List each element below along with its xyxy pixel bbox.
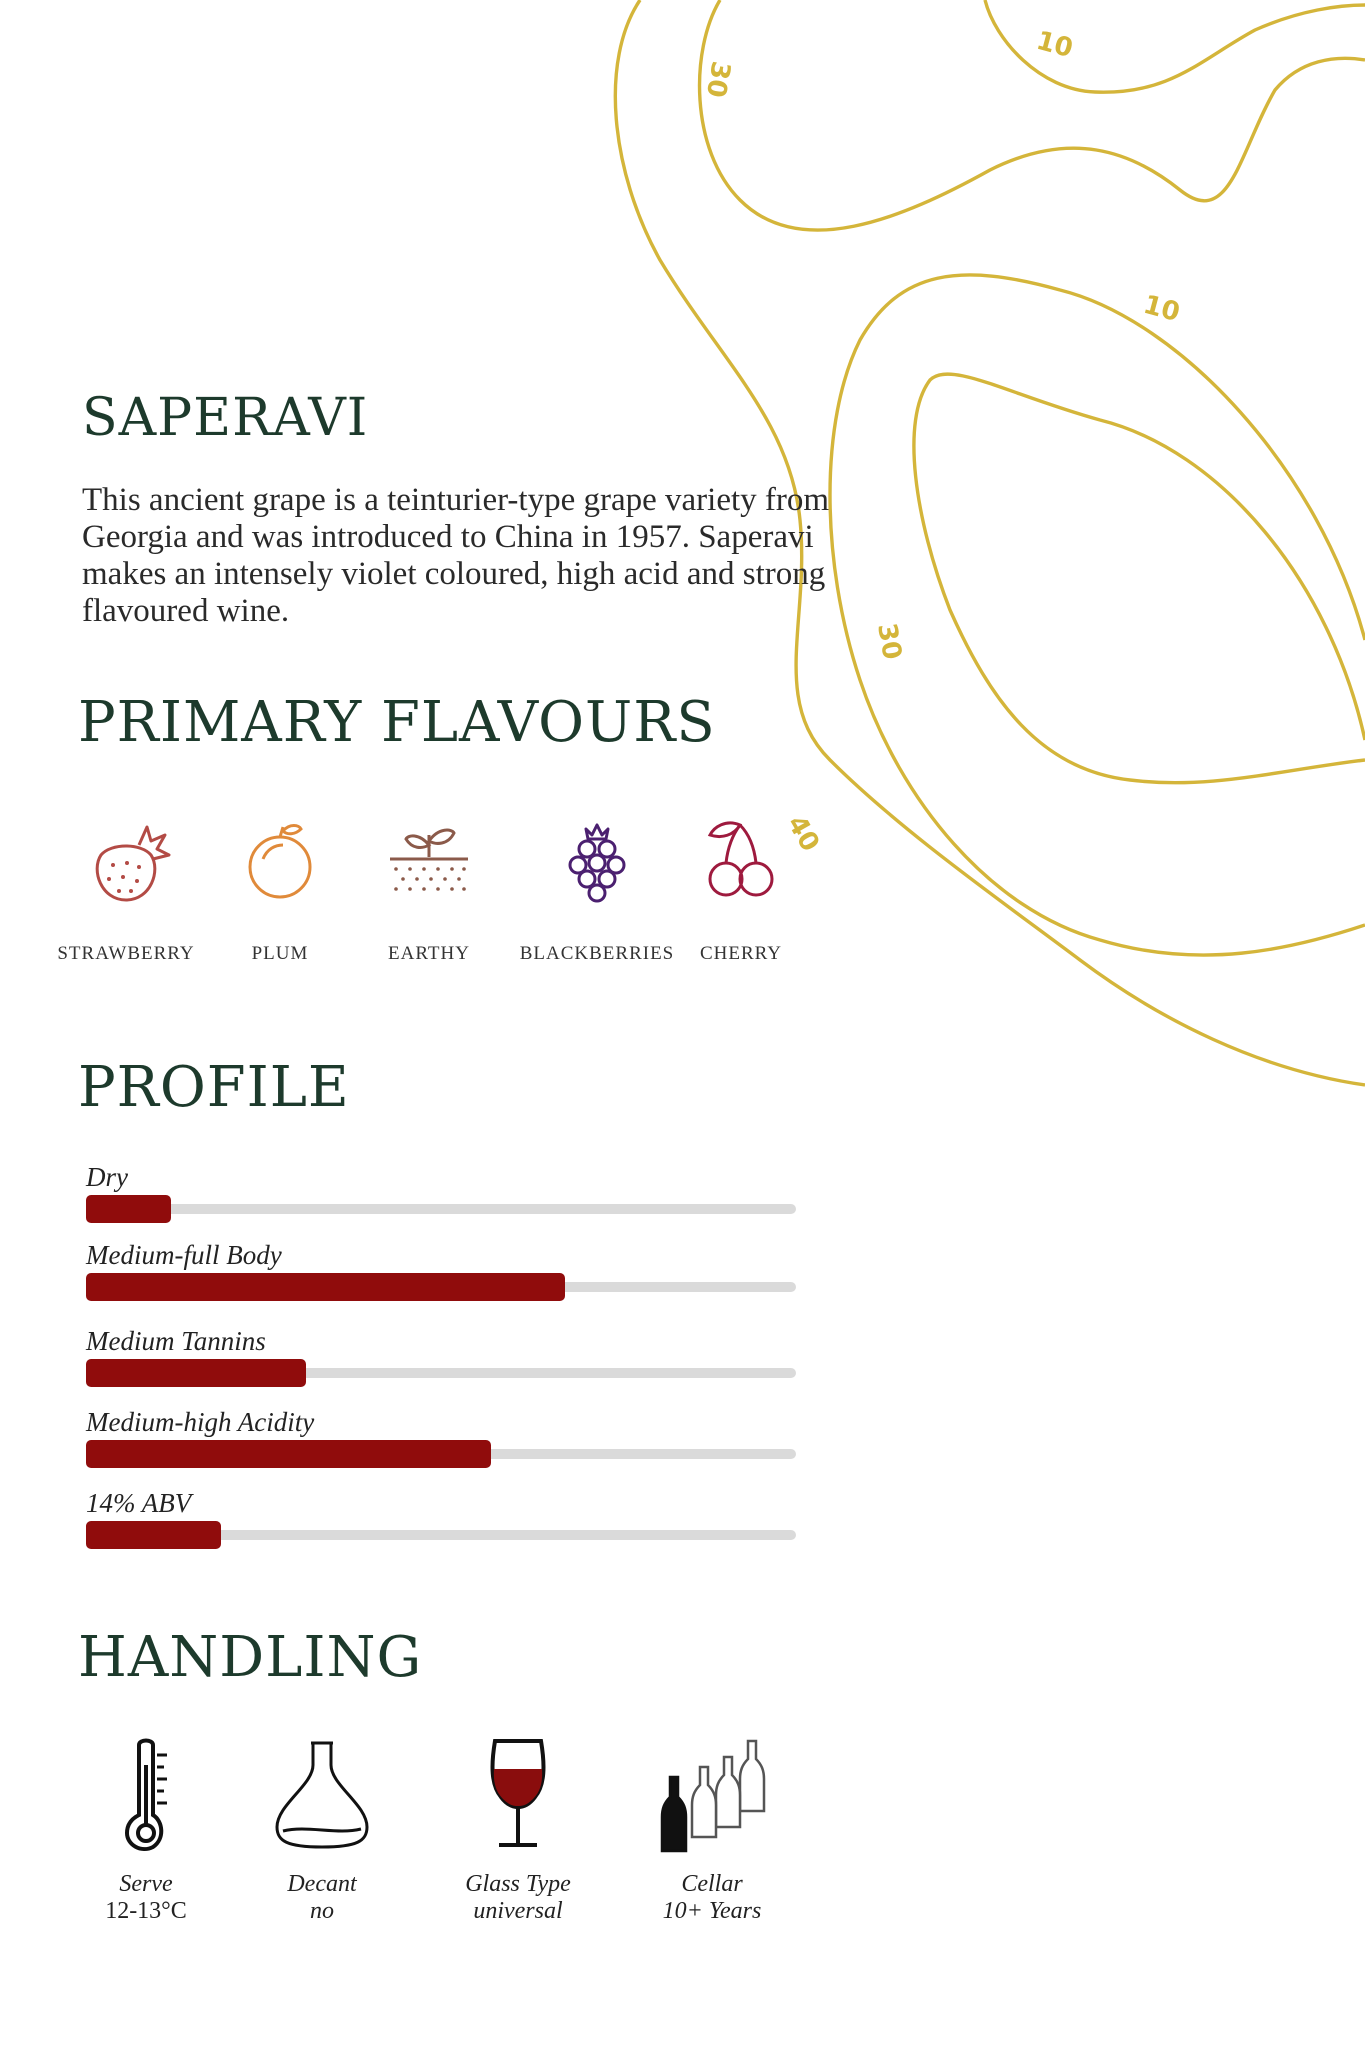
grape-title: SAPERAVI (82, 388, 369, 448)
contour-line-middle (830, 275, 1365, 955)
handling-label: Decant (287, 1871, 357, 1897)
handling-label: Glass Type (465, 1871, 571, 1897)
profile-bar-label: Medium-full Body (86, 1240, 282, 1270)
handling-value: 10+ Years (662, 1898, 762, 1924)
profile-bar-fill (86, 1195, 171, 1223)
handling-value: no (310, 1898, 334, 1924)
flavour-label: EARTHY (388, 943, 470, 964)
contour-label: 30 (699, 58, 736, 100)
profile-bar-label: Medium-high Acidity (86, 1407, 315, 1437)
profile-bar-dry (86, 1160, 796, 1214)
flavour-label: STRAWBERRY (57, 943, 195, 964)
flavour-plum (200, 815, 360, 965)
handling-heading: HANDLING (78, 1625, 423, 1690)
decanter-icon (267, 1735, 377, 1855)
flavour-strawberry (46, 815, 206, 965)
plum-icon (235, 815, 325, 905)
contour-label: 10 (1033, 25, 1076, 65)
flavour-label: PLUM (251, 943, 309, 964)
profile-bar-fill (86, 1359, 306, 1387)
grape-description: This ancient grape is a teinturier-type grape variety from Georgia and was introduced to China in 1957. Saperavi makes an intensely violet coloured, high acid and strong flavoured wine. (82, 482, 830, 629)
profile-bar-track (86, 1204, 796, 1214)
profile-heading: PROFILE (78, 1055, 350, 1120)
profile-bar-fill (86, 1440, 491, 1468)
handling-label: Cellar (681, 1871, 743, 1897)
profile-bar-track (86, 1449, 796, 1459)
profile-bar-tannins (86, 1324, 796, 1378)
primary-flavours-heading: PRIMARY FLAVOURS (78, 690, 716, 755)
profile-bar-track (86, 1368, 796, 1378)
contour-label: 10 (1140, 289, 1183, 329)
handling-value: universal (473, 1898, 563, 1924)
flavour-blackberries (517, 815, 677, 965)
handling-serve (56, 1735, 236, 1925)
handling-value: 12-13°C (105, 1898, 187, 1924)
strawberry-icon (81, 815, 171, 905)
handling-cellar (622, 1735, 802, 1925)
profile-bar-label: Dry (86, 1162, 128, 1192)
wine-glass-icon (473, 1735, 563, 1855)
flavour-earthy (349, 815, 509, 965)
profile-bar-abv (86, 1486, 796, 1540)
thermometer-icon (101, 1735, 191, 1855)
handling-label: Serve (119, 1871, 173, 1897)
contour-label: 30 (871, 621, 907, 662)
profile-bar-fill (86, 1521, 221, 1549)
profile-bar-body (86, 1238, 796, 1292)
profile-bar-label: 14% ABV (86, 1488, 192, 1518)
profile-bar-acidity (86, 1405, 796, 1459)
handling-glass (428, 1735, 608, 1925)
flavour-label: CHERRY (699, 943, 783, 964)
contour-line-inner (914, 374, 1365, 783)
flavour-cherry (661, 815, 821, 965)
handling-decant (232, 1735, 412, 1925)
profile-bar-track (86, 1282, 796, 1292)
contour-line-upper (700, 0, 1365, 230)
flavour-label: BLACKBERRIES (519, 943, 675, 964)
wine-bottles-icon (652, 1735, 772, 1855)
profile-bar-track (86, 1530, 796, 1540)
sprout-soil-icon (384, 815, 474, 905)
profile-bar-fill (86, 1273, 565, 1301)
cherry-icon (696, 815, 786, 905)
contour-label: 40 (780, 810, 826, 857)
blackberry-icon (552, 815, 642, 905)
profile-bar-label: Medium Tannins (86, 1326, 266, 1356)
